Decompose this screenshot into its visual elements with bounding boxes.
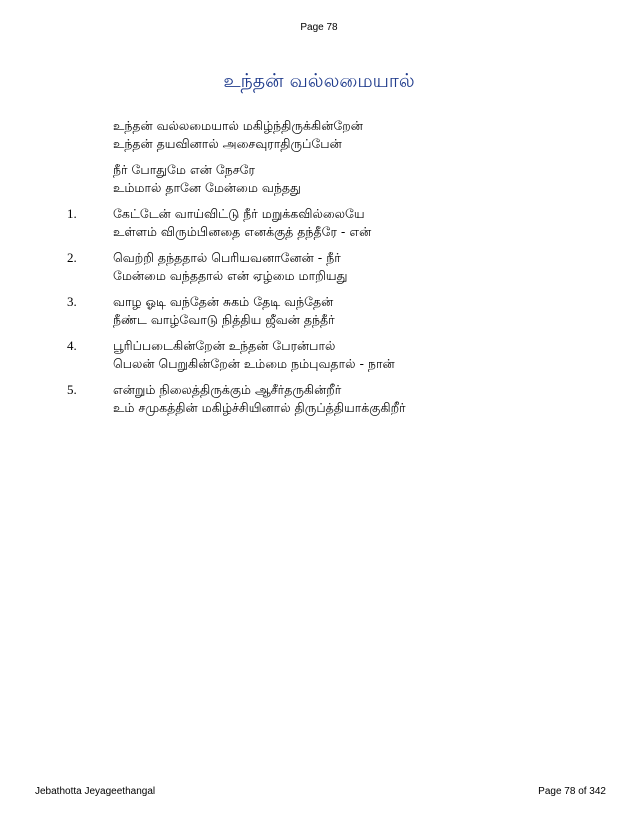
verse-line: உள்ளம் விரும்பினதை எனக்குத் தந்தீரே - என்: [113, 224, 372, 239]
verse-number: 5.: [67, 382, 77, 397]
verse-line: நீண்ட வாழ்வோடு நித்திய ஜீவன் தந்தீர்: [113, 312, 335, 327]
song-title: உந்தன் வல்லமையால்: [223, 70, 415, 92]
verse-number: 3.: [67, 294, 77, 309]
verse-number: 1.: [67, 206, 77, 221]
verse-number: 2.: [67, 250, 77, 265]
verse-line: மேன்மை வந்ததால் என் ஏழ்மை மாறியது: [113, 268, 348, 283]
chorus-line: உந்தன் தயவினால் அசைவுராதிருப்பேன்: [113, 136, 342, 151]
chorus-line: உந்தன் வல்லமையால் மகிழ்ந்திருக்கின்றேன்: [113, 118, 363, 133]
footer-book-title: Jebathotta Jeyageethangal: [35, 786, 156, 797]
verse-line: வாழ ஓடி வந்தேன் சுகம் தேடி வந்தேன்: [113, 294, 334, 309]
page-header: Page 78: [300, 22, 338, 33]
verse-number: 4.: [67, 338, 77, 353]
verse-line: என்றும் நிலைத்திருக்கும் ஆசீர்தருகின்றீர்: [113, 382, 342, 397]
verse-line: பெலன் பெறுகின்றேன் உம்மை நம்புவதால் - நான்: [113, 356, 395, 371]
verse-line: உம் சமுகத்தின் மகிழ்ச்சியினால் திருப்த்தியாக்குகிறீர்: [113, 400, 406, 415]
verse-line: வெற்றி தந்ததால் பெரியவனானேன் - நீர்: [113, 250, 341, 265]
verse-line: கேட்டேன் வாய்விட்டு நீர் மறுக்கவில்லையே: [113, 206, 365, 221]
chorus-line: உம்மால் தானே மேன்மை வந்தது: [113, 180, 301, 195]
verse-line: பூரிப்படைகின்றேன் உந்தன் பேரன்பால்: [113, 338, 336, 353]
footer-page-count: Page 78 of 342: [538, 786, 606, 797]
chorus-line: நீர் போதுமே என் நேசரே: [113, 162, 255, 177]
